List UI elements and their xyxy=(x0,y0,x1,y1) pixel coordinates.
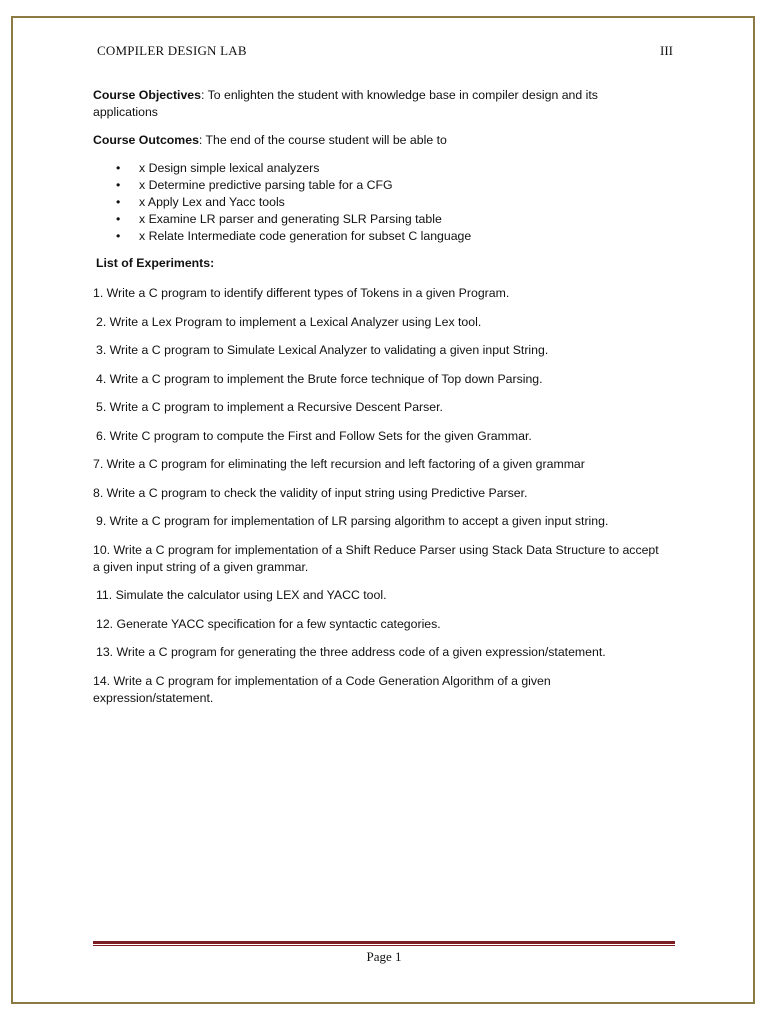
footer-rule-thick xyxy=(93,941,675,944)
experiments-heading: List of Experiments: xyxy=(96,256,215,270)
page-number: Page 1 xyxy=(366,949,402,964)
experiment-item: 13. Write a C program for generating the three address code of a given expression/statement. xyxy=(96,645,606,659)
experiment-item: 3. Write a C program to Simulate Lexical Analyzer to validating a given input String. xyxy=(96,343,549,357)
footer-divider xyxy=(93,941,675,947)
experiment-item: 7. Write a C program for eliminating the left recursion and left factoring of a given grammar xyxy=(93,457,585,471)
course-outcomes-text: : The end of the course student will be able to xyxy=(198,133,447,147)
course-objectives-text: : To enlighten the student with knowledge base in compiler design and its applications xyxy=(93,88,598,119)
bullet-icon: • xyxy=(116,229,121,243)
course-outcomes xyxy=(93,132,663,149)
list-item xyxy=(93,194,663,211)
list-item xyxy=(93,160,663,177)
bullet-icon: • xyxy=(116,212,121,226)
experiment-item: 1. Write a C program to identify different types of Tokens in a given Program. xyxy=(93,286,510,300)
outcome-text: x Design simple lexical analyzers xyxy=(139,161,320,175)
list-item xyxy=(93,228,663,245)
course-outcomes-label: Course Outcomes xyxy=(93,133,199,147)
outcomes-list xyxy=(93,160,663,245)
bullet-icon: • xyxy=(116,195,121,209)
experiment-item: 2. Write a Lex Program to implement a Lexical Analyzer using Lex tool. xyxy=(96,314,482,329)
outcome-text: x Apply Lex and Yacc tools xyxy=(139,195,285,209)
footer-rule-thin xyxy=(93,945,675,946)
experiment-item: 6. Write C program to compute the First and Follow Sets for the given Grammar. xyxy=(96,428,532,443)
bullet-icon: • xyxy=(116,178,121,192)
course-objectives-label: Course Objectives xyxy=(93,88,201,102)
experiment-item: 11. Simulate the calculator using LEX and YACC tool. xyxy=(96,588,387,602)
experiment-item: 12. Generate YACC specification for a few syntactic categories. xyxy=(96,616,441,631)
page-content xyxy=(93,87,663,718)
course-objectives xyxy=(93,87,663,121)
experiment-item: 4. Write a C program to implement the Brute force technique of Top down Parsing. xyxy=(96,371,543,386)
outcome-text: x Determine predictive parsing table for a CFG xyxy=(139,178,393,192)
bullet-icon: • xyxy=(116,161,121,175)
experiment-item: 5. Write a C program to implement a Recursive Descent Parser. xyxy=(96,400,443,414)
experiment-item: 10. Write a C program for implementation of a Shift Reduce Parser using Stack Data Structure to accept a given input string of a given grammar. xyxy=(93,542,659,574)
list-item xyxy=(93,211,663,228)
experiment-item: 8. Write a C program to check the validity of input string using Predictive Parser. xyxy=(93,485,528,500)
list-item xyxy=(93,177,663,194)
outcome-text: x Relate Intermediate code generation for subset C language xyxy=(139,229,472,243)
experiment-item: 9. Write a C program for implementation of LR parsing algorithm to accept a given input string. xyxy=(96,514,609,528)
experiment-item: 14. Write a C program for implementation of a Code Generation Algorithm of a given expression/statement. xyxy=(93,673,551,705)
outcome-text: x Examine LR parser and generating SLR Parsing table xyxy=(139,212,442,226)
header-title: COMPILER DESIGN LAB xyxy=(97,43,247,58)
header-semester: III xyxy=(660,43,673,58)
